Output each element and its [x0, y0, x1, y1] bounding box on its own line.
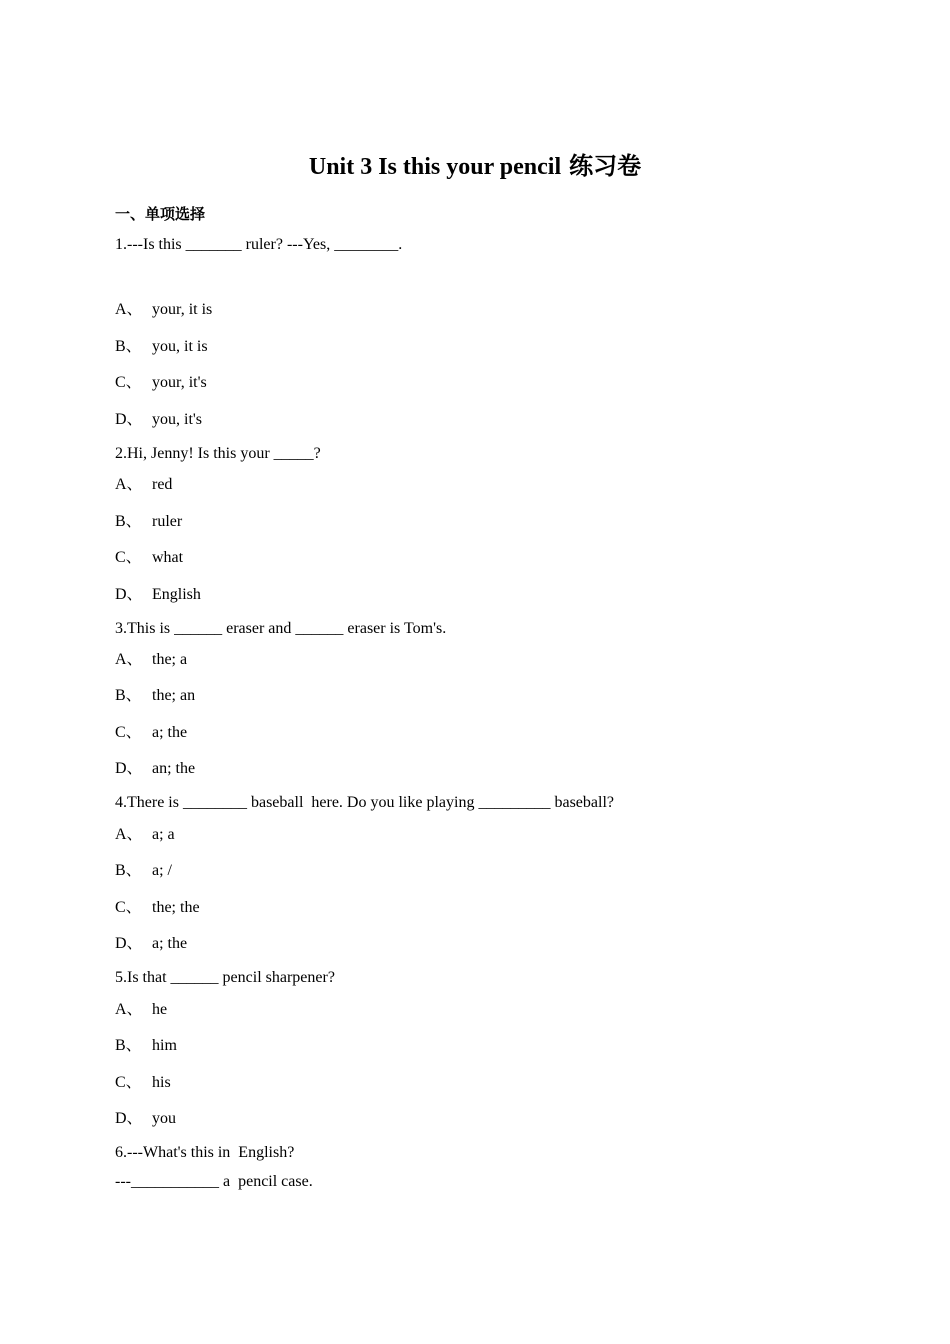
- option-letter: C、: [115, 374, 142, 391]
- option-5a: [115, 1000, 167, 1020]
- option-text: your, it is: [152, 301, 213, 318]
- option-letter: C、: [115, 724, 142, 741]
- option-5b: [115, 1036, 177, 1056]
- option-text: the; a: [152, 651, 188, 668]
- page-title: [0, 146, 950, 181]
- title-english: Unit 3 Is this your pencil: [308, 154, 562, 180]
- option-letter: A、: [115, 651, 143, 668]
- option-4a: [115, 825, 175, 845]
- option-2b: [115, 512, 182, 532]
- option-text: your, it's: [152, 374, 207, 391]
- question-stem-3: 3.This is ______ eraser and ______ eraser is Tom's.: [115, 620, 447, 637]
- option-letter: A、: [115, 1001, 143, 1018]
- question-stem-6: 6.---What's this in English?: [115, 1144, 295, 1161]
- option-letter: A、: [115, 826, 143, 843]
- section-heading: 一、单项选择: [115, 205, 206, 223]
- question-6-answer-line: ---___________ a pencil case.: [115, 1173, 313, 1190]
- option-text: ruler: [152, 513, 183, 530]
- title-chinese: 练习卷: [569, 152, 642, 180]
- option-text: a; the: [152, 935, 188, 952]
- option-1a: [115, 300, 212, 320]
- option-letter: D、: [115, 586, 143, 603]
- option-2d: [115, 585, 201, 605]
- question-stem-5: 5.Is that ______ pencil sharpener?: [115, 969, 335, 986]
- option-text: what: [152, 549, 184, 566]
- option-letter: D、: [115, 1110, 143, 1127]
- option-letter: C、: [115, 1074, 142, 1091]
- option-1c: [115, 373, 207, 393]
- option-text: his: [152, 1074, 171, 1091]
- option-3a: [115, 650, 187, 670]
- option-text: him: [152, 1037, 177, 1054]
- option-3c: [115, 723, 187, 743]
- option-5d: [115, 1109, 176, 1129]
- option-1d: [115, 410, 202, 430]
- option-text: the; the: [152, 899, 200, 916]
- option-text: English: [152, 586, 201, 603]
- option-letter: C、: [115, 549, 142, 566]
- option-text: a; /: [152, 862, 172, 879]
- option-letter: A、: [115, 476, 143, 493]
- option-text: a; the: [152, 724, 188, 741]
- option-text: he: [152, 1001, 168, 1018]
- option-text: you, it's: [152, 411, 202, 428]
- option-3d: [115, 759, 195, 779]
- option-letter: B、: [115, 513, 142, 530]
- option-text: a; a: [152, 826, 175, 843]
- option-2a: [115, 475, 172, 495]
- option-letter: D、: [115, 760, 143, 777]
- option-letter: D、: [115, 411, 143, 428]
- option-4b: [115, 861, 172, 881]
- option-text: you, it is: [152, 338, 208, 355]
- option-3b: [115, 686, 195, 706]
- option-letter: B、: [115, 338, 142, 355]
- question-stem-1: 1.---Is this _______ ruler? ---Yes, ________.: [115, 236, 403, 253]
- option-letter: C、: [115, 899, 142, 916]
- option-4c: [115, 898, 200, 918]
- option-letter: B、: [115, 862, 142, 879]
- option-2c: [115, 548, 183, 568]
- option-letter: A、: [115, 301, 143, 318]
- question-stem-2: 2.Hi, Jenny! Is this your _____?: [115, 445, 321, 462]
- option-5c: [115, 1073, 171, 1093]
- option-text: an; the: [152, 760, 196, 777]
- question-stem-4: 4.There is ________ baseball here. Do you like playing _________ baseball?: [115, 794, 614, 811]
- option-text: you: [152, 1110, 176, 1127]
- option-text: the; an: [152, 687, 196, 704]
- option-letter: B、: [115, 1037, 142, 1054]
- option-1b: [115, 337, 208, 357]
- option-text: red: [152, 476, 173, 493]
- option-letter: B、: [115, 687, 142, 704]
- option-4d: [115, 934, 187, 954]
- option-letter: D、: [115, 935, 143, 952]
